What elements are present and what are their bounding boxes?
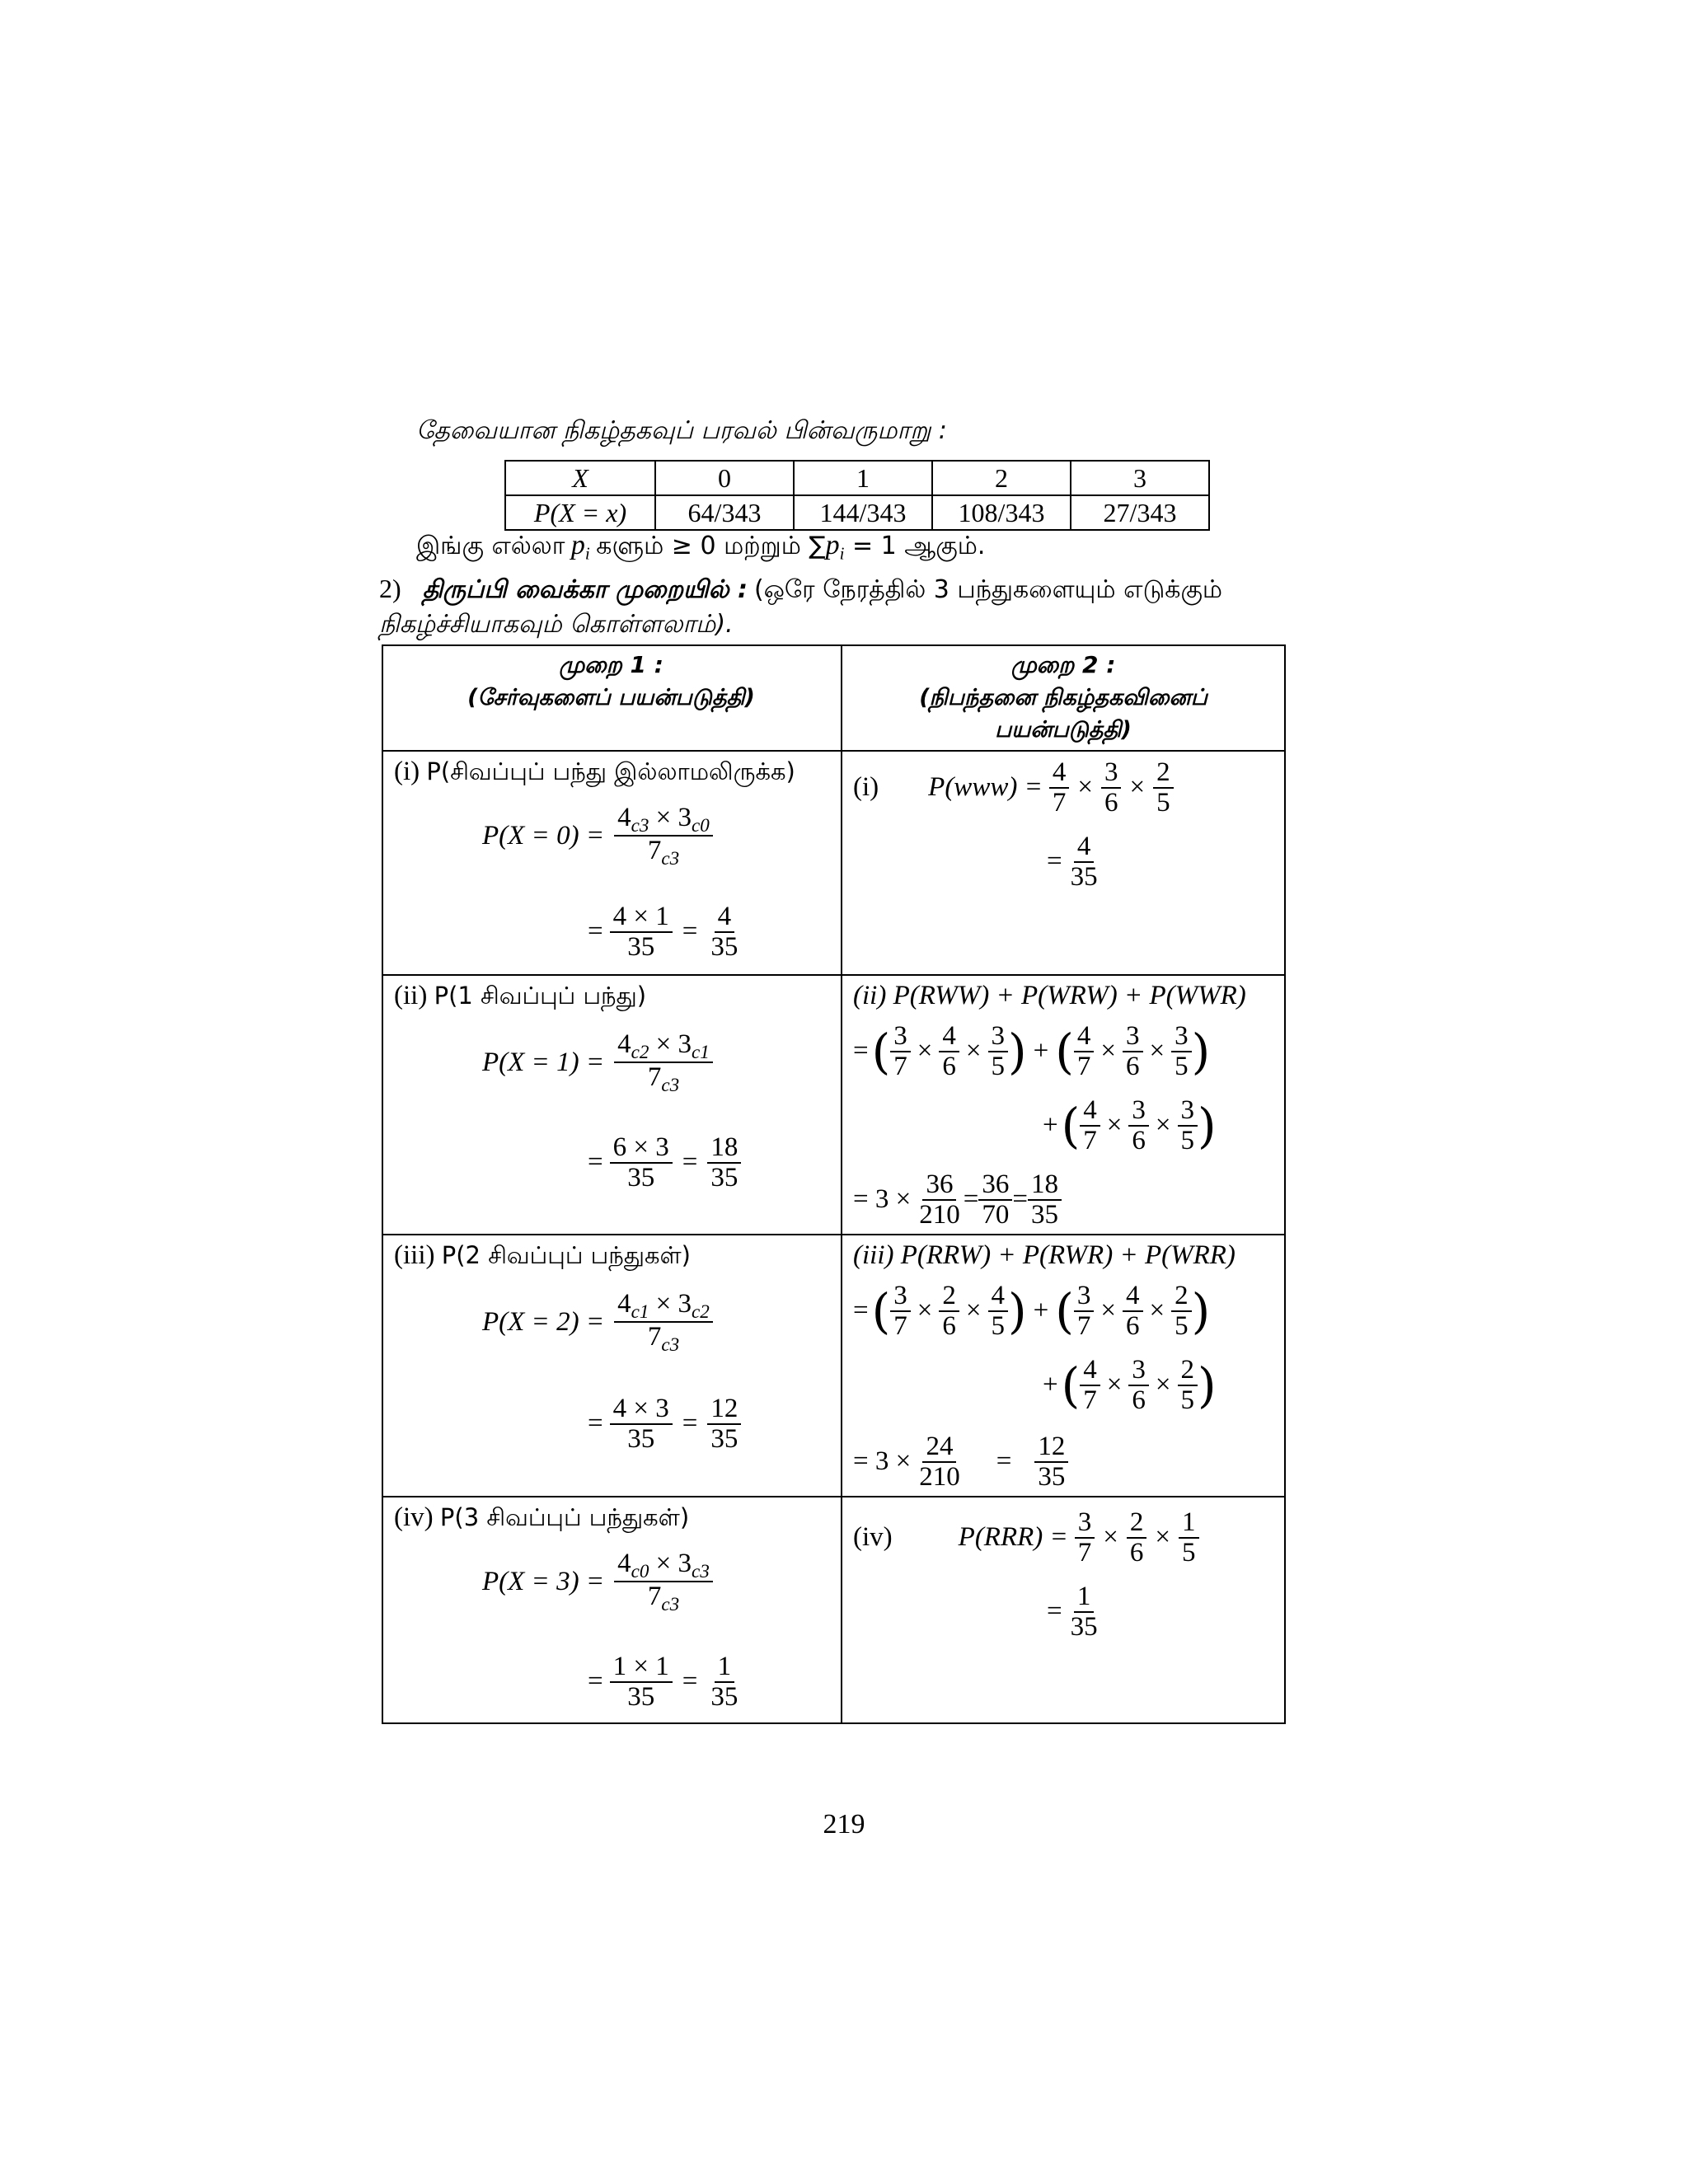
left-row-label: (iv) P(3 சிவப்புப் பந்துகள்) — [394, 1502, 690, 1532]
combination-formula: P(X = 3) = $\frac{4_{c0} \times 3_{c3}}{7_{c3}}$ — [482, 1549, 713, 1614]
simplified-result: = $\frac{6 \times 3}{35}$ = $\frac{18}{35}$ — [588, 1133, 741, 1192]
grid-divider — [382, 974, 1286, 976]
simplified-result: = $\frac{4 \times 3}{35}$ = $\frac{12}{35}$ — [588, 1394, 741, 1453]
section2-line1: 2) திருப்பி வைக்கா முறையில் : (ஒரே நேரத்தில் 3 பந்துகளையும் எடுக்கும் — [379, 574, 1223, 604]
right-row-3-sum: = ( $\frac{3}{7}$ × $\frac{2}{6}$ × $\frac{4}{5}$ ) + ( $\frac{3}{7}$ × $\frac{4}{6}$ × $\frac{2}{5}$ ) — [853, 1281, 1211, 1341]
table-cell: 27/343 — [1071, 495, 1209, 530]
table-row — [505, 461, 1209, 495]
table-row — [505, 495, 1209, 530]
left-row-label: (ii) P(1 சிவப்புப் பந்து) — [394, 981, 647, 1010]
table-header-px: P(X = x) — [505, 495, 655, 530]
table-cell: 144/343 — [794, 495, 932, 530]
right-row-4: (iv) P(RRR) = $\frac{3}{7}$ × $\frac{2}{6}$ × $\frac{1}{5}$ — [853, 1508, 1199, 1567]
right-row-4-result: = $\frac{1}{35}$ — [1047, 1582, 1098, 1642]
right-row-2-sum: = ( $\frac{3}{7}$ × $\frac{4}{6}$ × $\frac{3}{5}$ ) + ( $\frac{4}{7}$ × $\frac{3}{6}$ × $\frac{3}{5}$ ) — [853, 1021, 1211, 1081]
note-line: இங்கு எல்லா $p_i$ களும் ≥ 0 மற்றும் $\sum p_i = 1$ ஆகும். — [416, 530, 986, 564]
distribution-table — [504, 460, 1210, 531]
grid-bottom-border — [382, 1722, 1286, 1724]
combination-formula: P(X = 0) = $\frac{4_{c3} \times 3_{c0}}{7_{c3}}$ — [482, 804, 713, 868]
left-row-label: (i) P(சிவப்புப் பந்து இல்லாமலிருக்க) — [394, 757, 795, 786]
right-row-2-sum-cont: + ( $\frac{4}{7}$ × $\frac{3}{6}$ × $\frac{3}{5}$ ) — [1043, 1095, 1217, 1155]
table-cell: 1 — [794, 461, 932, 495]
section2-line2: நிகழ்ச்சியாகவும் கொள்ளலாம்). — [379, 610, 734, 639]
table-cell: 0 — [655, 461, 794, 495]
table-header-x: X — [505, 461, 655, 495]
grid-center-divider — [841, 644, 842, 1724]
simplified-result: = $\frac{4 \times 1}{35}$ = $\frac{4}{35}$ — [588, 902, 738, 962]
table-cell: 3 — [1071, 461, 1209, 495]
table-cell: 108/343 — [932, 495, 1071, 530]
grid-right-border — [1284, 644, 1286, 1724]
right-row-3-final: = 3 × $\frac{24}{210}$ = $\frac{12}{35}$ — [853, 1432, 1068, 1491]
grid-divider — [382, 750, 1286, 752]
page-number: 219 — [823, 1809, 865, 1840]
grid-divider — [382, 1234, 1286, 1235]
right-row-3-label: (iii) P(RRW) + P(RWR) + P(WRR) — [853, 1240, 1236, 1270]
left-row-label: (iii) P(2 சிவப்புப் பந்துகள்) — [394, 1240, 691, 1270]
simplified-result: = $\frac{1 \times 1}{35}$ = $\frac{1}{35}$ — [588, 1652, 738, 1712]
grid-divider — [382, 1496, 1286, 1497]
intro-text: தேவையான நிகழ்தகவுப் பரவல் பின்வருமாறு : — [416, 416, 947, 445]
right-row-1-result: = $\frac{4}{35}$ — [1047, 832, 1098, 892]
method2-header: முறை 2 : (நிபந்தனை நிகழ்தகவினைப் பயன்படுத்தி) — [919, 651, 1207, 743]
right-row-2-final: = 3 × $\frac{36}{210}$ = $\frac{36}{70}$ = $\frac{18}{35}$ — [853, 1170, 1062, 1229]
table-cell: 2 — [932, 461, 1071, 495]
grid-top-border — [382, 644, 1286, 646]
combination-formula: P(X = 2) = $\frac{4_{c1} \times 3_{c2}}{7_{c3}}$ — [482, 1290, 713, 1354]
combination-formula: P(X = 1) = $\frac{4_{c2} \times 3_{c1}}{7_{c3}}$ — [482, 1030, 713, 1094]
table-cell: 64/343 — [655, 495, 794, 530]
right-row-2-label: (ii) P(RWW) + P(WRW) + P(WWR) — [853, 981, 1246, 1010]
method1-header: முறை 1 : (சேர்வுகளைப் பயன்படுத்தி) — [467, 651, 755, 710]
grid-left-border — [382, 644, 383, 1724]
right-row-1: (i) P(www) = $\frac{4}{7}$ × $\frac{3}{6}$ × $\frac{2}{5}$ — [853, 758, 1174, 817]
right-row-3-sum-cont: + ( $\frac{4}{7}$ × $\frac{3}{6}$ × $\frac{2}{5}$ ) — [1043, 1355, 1217, 1415]
